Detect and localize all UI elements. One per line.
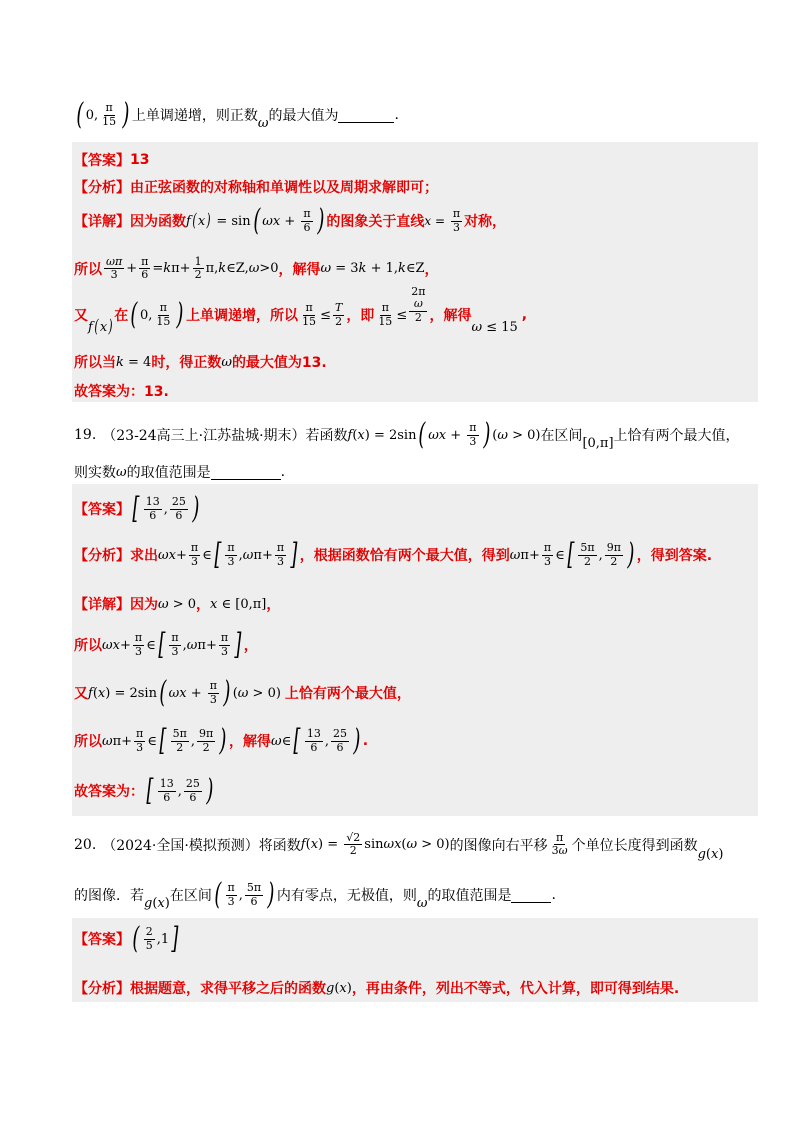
text: 上恰有两个最大值， xyxy=(613,428,740,444)
math-interval: ( $\frac{\pi}{3}$ , $\frac{5\pi}{6}$ ) xyxy=(214,877,275,912)
math-omega-le: ω ≤ 15 xyxy=(471,319,518,335)
text: 个单位长度得到函数 xyxy=(571,837,698,854)
text: 在区间 xyxy=(169,888,212,904)
q18-analysis xyxy=(74,177,438,197)
math-gx: g ( x ) xyxy=(144,895,170,911)
text: 内有零点，无极值，则 xyxy=(276,888,417,904)
text: 在区间 xyxy=(540,428,583,444)
math-eq: $\frac{\omega\pi}{3}$ + $\frac{\pi}{6}$ = k π+ $\frac{1}{2}$ π, k ∈Z, ω >0 xyxy=(106,255,279,282)
math-ineq-2: $\frac{\pi}{15}$ ≤ 2π ω 2 xyxy=(378,285,426,328)
answer-blank xyxy=(211,465,281,480)
text: 又 xyxy=(74,308,88,324)
math-fx: f ( x ) = 2sin ( ωx + $\frac{\pi}{3}$ ) ( ω > 0) xyxy=(88,675,281,710)
text: 对称， xyxy=(464,214,507,230)
analysis-label: 【分析】 xyxy=(74,981,130,997)
answer-value: ( $\frac{2}{5}$ ,1 ] xyxy=(132,921,179,956)
analysis-label: 【分析】 xyxy=(74,548,130,564)
text: ，再由条件，列出不等式，代入计算，即可得到结果. xyxy=(351,981,680,997)
answer-label: 【答案】 xyxy=(74,502,130,518)
q18-detail-4 xyxy=(74,352,327,372)
text: ，根据函数恰有两个最大值，得到 xyxy=(299,548,510,564)
answer-label: 【答案】 xyxy=(74,932,130,948)
text: 根据题意，求得平移之后的函数 xyxy=(130,981,326,997)
q20-prompt-line-1 xyxy=(74,831,724,863)
q19-answer xyxy=(74,491,202,526)
text: 因为 xyxy=(130,597,158,613)
text: ，得到答案. xyxy=(636,548,713,564)
q18-prompt-line: ( 0, $\frac{\pi}{15}$ ) 上单调递增，则正数 ω 的最大值为 . xyxy=(74,100,399,130)
math-range-2: ω π+ $\frac{\pi}{3}$ ∈ [ $\frac{5\pi}{2}$ , $\frac{9\pi}{2}$ ) xyxy=(102,723,227,758)
omega-symbol: ω xyxy=(416,895,428,911)
question-source: （23-24高三上·江苏盐城·期末）若函数 xyxy=(102,428,348,444)
q19-detail-3 xyxy=(74,675,411,710)
text: 故答案为：13. xyxy=(74,384,169,400)
math-range: ωx + $\frac{\pi}{3}$ ∈ [ $\frac{\pi}{3}$ , ω π+ $\frac{\pi}{3}$ ] xyxy=(102,627,242,662)
math-x-range: x ∈ [0,π] xyxy=(210,596,267,612)
text: 的图象关于直线 xyxy=(326,214,425,230)
text: 的取值范围是 xyxy=(126,465,211,481)
math-interval: [0,π] xyxy=(582,435,614,451)
text: ，解得 xyxy=(278,261,321,278)
q18-interval: ( 0, $\frac{\pi}{15}$ ) xyxy=(76,97,130,132)
text: 求出 xyxy=(130,548,158,564)
text: 故答案为： xyxy=(74,784,144,800)
question-number: 20. xyxy=(74,836,97,853)
math-k4: k = 4 xyxy=(116,354,152,370)
text: 的图像．若 xyxy=(74,888,144,904)
math-fx: f ( x ) = sin ( ωx + $\frac{\pi}{6}$ ) xyxy=(186,203,325,238)
q18-answer xyxy=(74,150,149,170)
answer-label: 【答案】 xyxy=(74,153,130,169)
q18-detail-3: 又 f ( x ) 在 ( 0, $\frac{\pi}{15}$ ) 上单调递增，所以 $\frac{\pi}{15}$ ≤ $\frac{T}{2}$ ，即 $\frac{\pi}{15}$ ≤ 2π ω 2 ，解得 ω ≤ 15 , xyxy=(74,285,528,337)
question-source: （2024·全国·模拟预测）将函数 xyxy=(102,837,301,854)
q20-prompt-line-2: 的图像．若 g ( x ) 在区间 ( $\frac{\pi}{3}$ , $\frac{5\pi}{6}$ ) 内有零点，无极值，则 ω 的取值范围是 . xyxy=(74,877,556,912)
math-shift: $\frac{\pi}{3\omega}$ xyxy=(551,831,568,858)
text: 又 xyxy=(74,686,88,702)
answer-blank xyxy=(511,888,551,903)
analysis-text: 由正弦函数的对称轴和单调性以及周期求解即可； xyxy=(130,180,438,196)
math-gx: g ( x ) xyxy=(326,980,352,996)
text: 所以 xyxy=(74,638,102,654)
q20-answer xyxy=(74,921,181,956)
text: 则实数 xyxy=(74,465,116,481)
q19-detail-4: 所以 ω π+ $\frac{\pi}{3}$ ∈ [ $\frac{5\pi}{2}$ , $\frac{9\pi}{2}$ ) ，解得 ω ∈ [ $\frac{13}{6}$ , $\frac{25}{6}$ ) . xyxy=(74,723,369,758)
math-line-x: x = $\frac{\pi}{3}$ xyxy=(424,207,461,234)
answer-value: [ $\frac{13}{6}$ , $\frac{25}{6}$ ) xyxy=(132,491,200,526)
text: ，即 xyxy=(346,308,375,324)
math-range-2: ω π+ $\frac{\pi}{3}$ ∈ [ $\frac{5\pi}{2}$ , $\frac{9\pi}{2}$ ) xyxy=(509,537,635,572)
q19-prompt-line-1 xyxy=(74,417,740,452)
text: 上恰有两个最大值， xyxy=(284,686,411,702)
detail-label: 【详解】 xyxy=(74,214,130,230)
omega-symbol: ω xyxy=(116,464,127,480)
answer-value: 13 xyxy=(130,152,150,168)
final-value: [ $\frac{13}{6}$ , $\frac{25}{6}$ ) xyxy=(146,773,214,808)
text: 上单调递增，所以 xyxy=(186,308,299,324)
text: 因为函数 xyxy=(130,214,186,230)
math-omega-eq: ω = 3 k + 1, k ∈Z xyxy=(320,261,425,277)
text: 所以 xyxy=(74,734,102,750)
text: 的图像向右平移 xyxy=(449,837,548,854)
answer-blank xyxy=(338,108,394,123)
q18-final xyxy=(74,381,169,401)
text: 所以当 xyxy=(74,355,116,371)
q18-detail-2: 所以 $\frac{\omega\pi}{3}$ + $\frac{\pi}{6}$ = k π+ $\frac{1}{2}$ π, k ∈Z, ω >0 ，解得 ω = 3 k + 1, k ∈Z ， xyxy=(74,255,439,282)
math-fx: f ( x ) = $\frac{√2}{2}$ sin ωx ( ω > 0) xyxy=(300,831,450,858)
math-ineq-1: $\frac{\pi}{15}$ ≤ $\frac{T}{2}$ xyxy=(302,301,343,328)
math-interval: ( 0, $\frac{\pi}{15}$ ) xyxy=(130,297,184,332)
question-number: 19. xyxy=(74,427,97,443)
q19-prompt-line-2: 则实数 ω 的取值范围是 . xyxy=(74,464,286,481)
q20-analysis xyxy=(74,978,679,998)
q18-detail-1 xyxy=(74,203,507,238)
text: 所以 xyxy=(74,261,102,278)
math-omega-range: ω ∈ [ $\frac{13}{6}$ , $\frac{25}{6}$ ) xyxy=(270,723,361,758)
q19-detail-1: 【详解】 因为 ω > 0 ， x ∈ [0,π] ， xyxy=(74,594,280,614)
text: 在 xyxy=(114,308,129,324)
text: 的最大值为13. xyxy=(231,355,327,371)
text: 的取值范围是 xyxy=(427,888,512,904)
analysis-label: 【分析】 xyxy=(74,180,130,196)
q18-prompt-tail: 上单调递增，则正数 xyxy=(131,108,258,124)
q19-final xyxy=(74,773,216,808)
math-range: ωx + $\frac{\pi}{3}$ ∈ [ $\frac{\pi}{3}$ , ω π+ $\frac{\pi}{3}$ ] xyxy=(158,537,298,572)
text: ，解得 xyxy=(228,734,271,750)
q18-prompt-end: 的最大值为 xyxy=(268,108,339,124)
omega-symbol: ω xyxy=(221,354,232,370)
math-gx: g ( x ) xyxy=(697,847,724,863)
text: ，解得 xyxy=(429,308,472,324)
math-fx: f ( x ) xyxy=(88,316,113,337)
q19-detail-2: 所以 ωx + $\frac{\pi}{3}$ ∈ [ $\frac{\pi}{3}$ , ω π+ $\frac{\pi}{3}$ ] ， xyxy=(74,627,258,662)
omega-symbol: ω xyxy=(257,115,269,131)
math-fx: f ( x ) = 2sin ( ωx + $\frac{\pi}{3}$ ) ( ω > 0) xyxy=(347,417,541,452)
detail-label: 【详解】 xyxy=(74,597,130,613)
math-omega-gt: ω > 0 xyxy=(158,596,197,612)
q19-analysis xyxy=(74,537,713,572)
text: 时，得正数 xyxy=(151,355,222,371)
